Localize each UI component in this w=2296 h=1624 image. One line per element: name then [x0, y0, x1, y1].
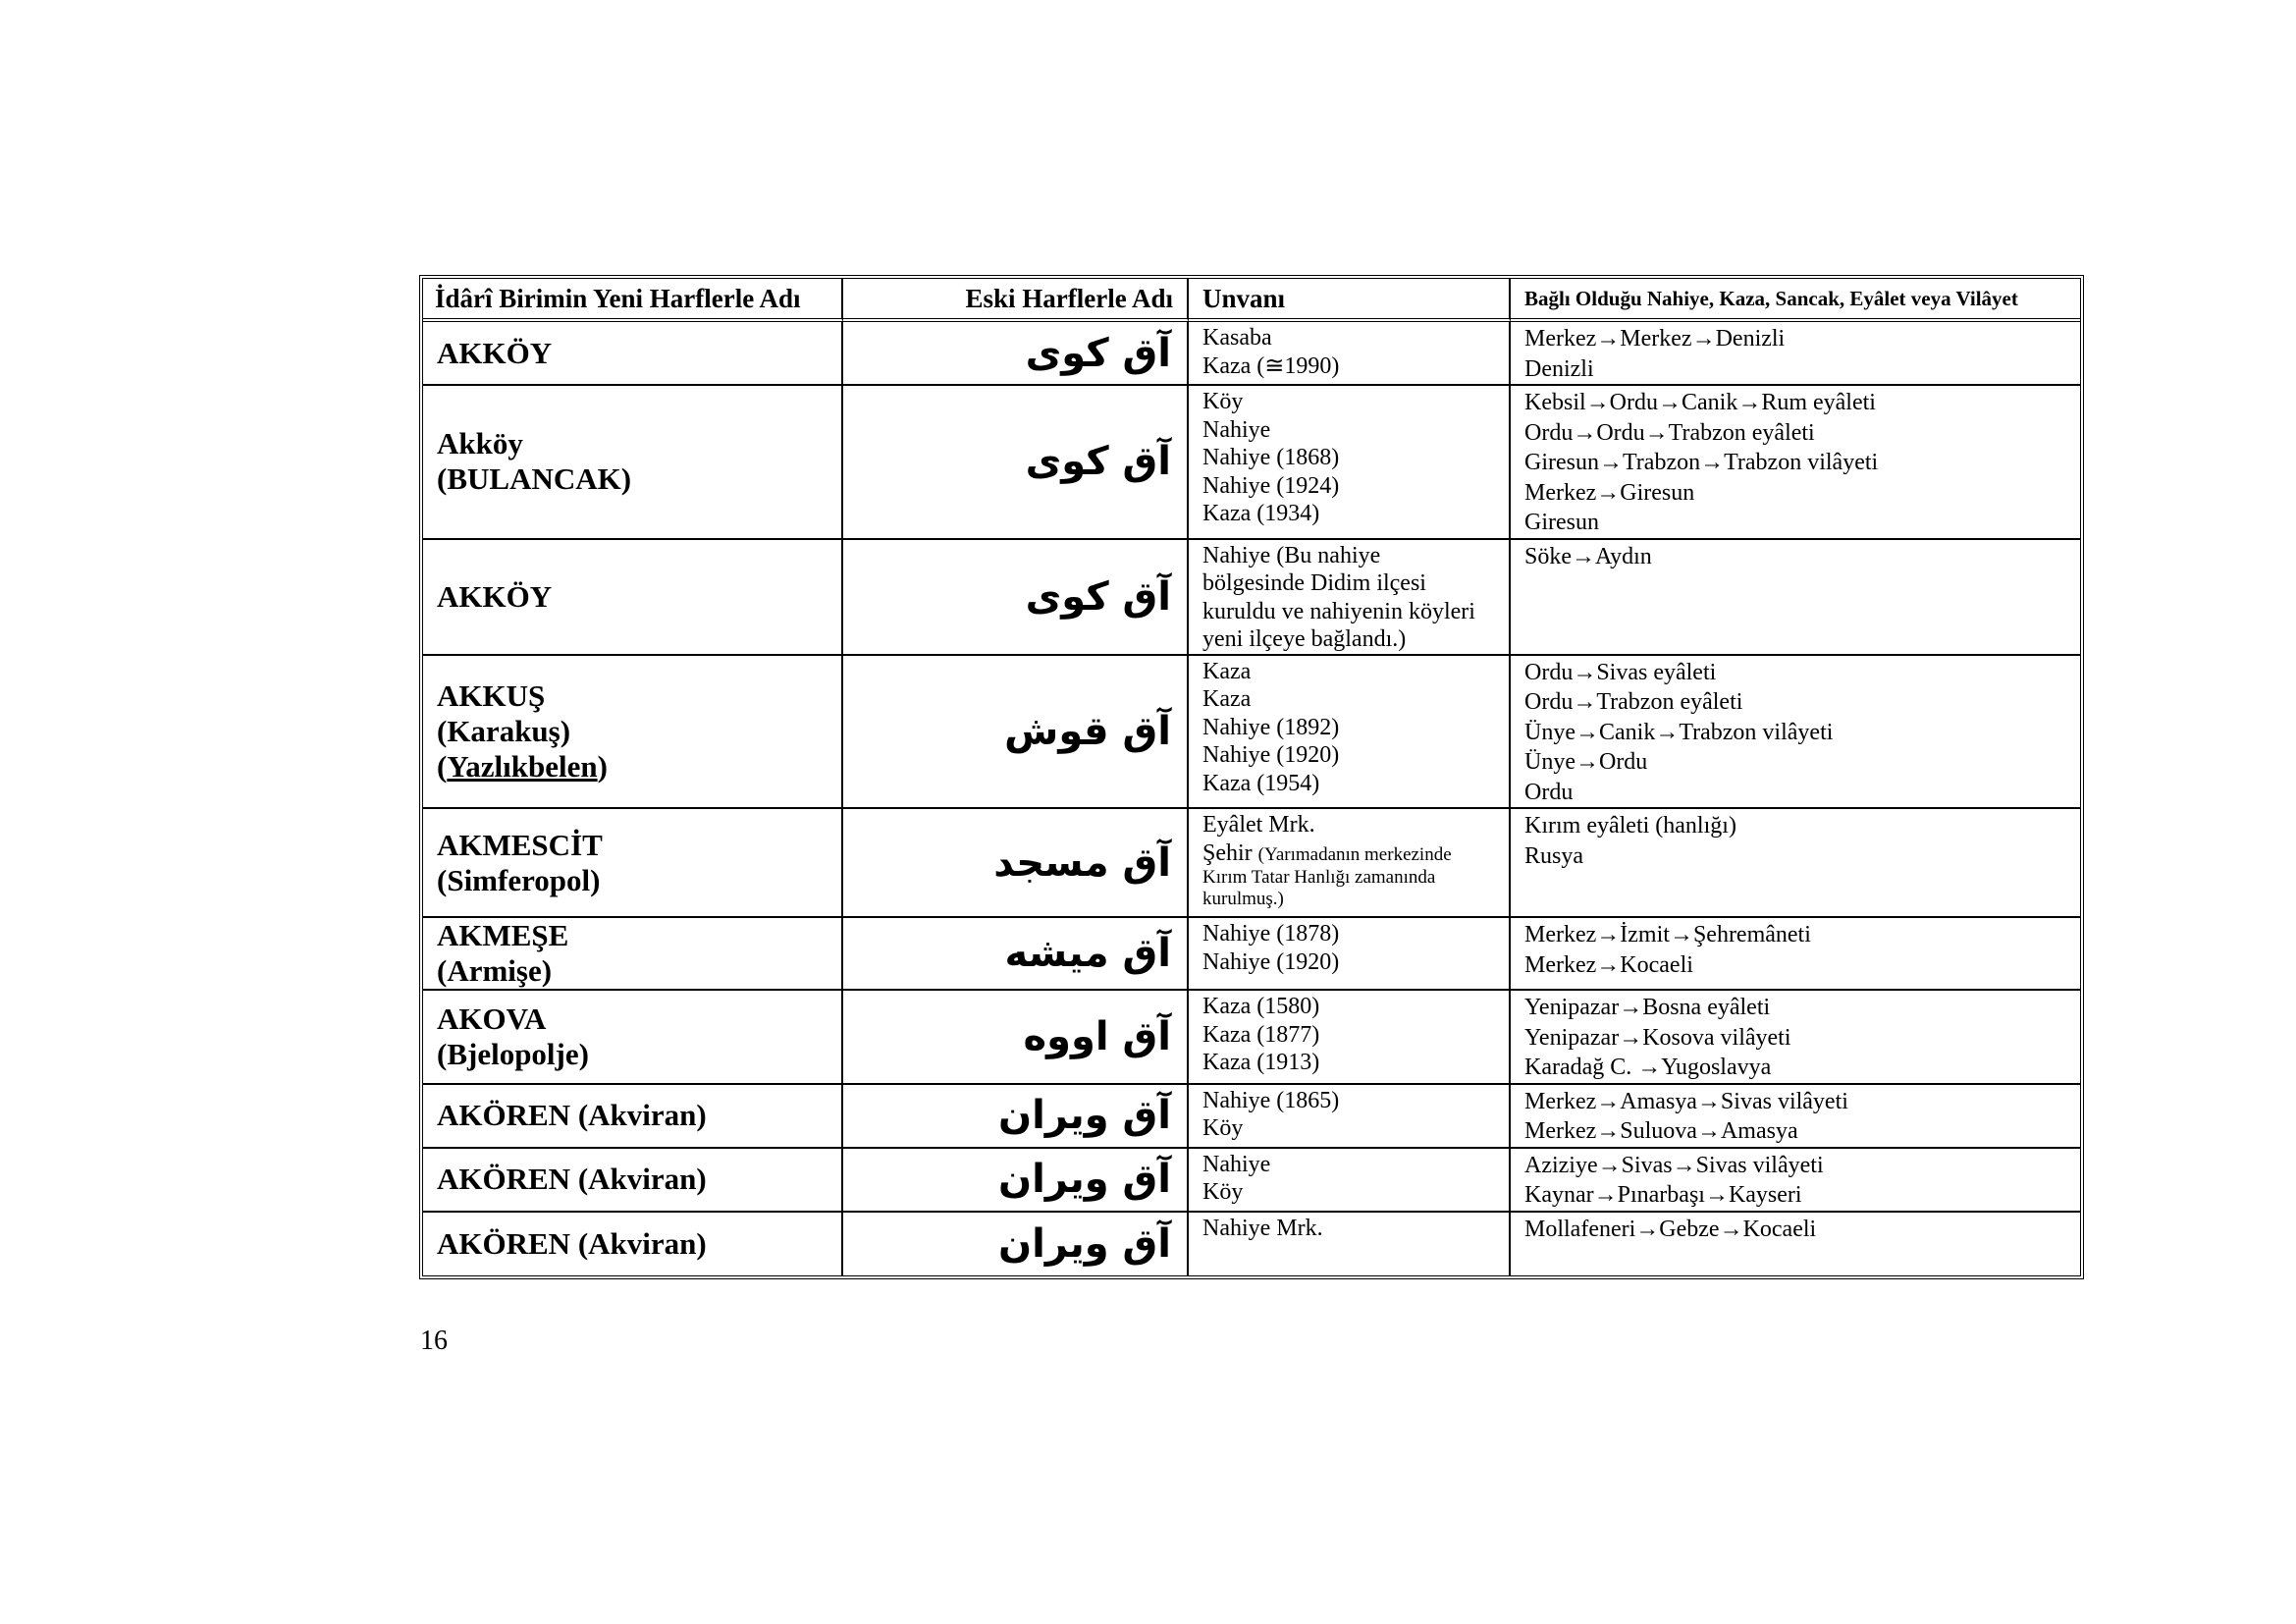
unit-title: Kaza Kaza Nahiye (1892) Nahiye (1920) Kaza (1954) — [1189, 656, 1511, 810]
ottoman-name: آق ويران — [843, 1085, 1189, 1149]
header-row — [423, 279, 2080, 322]
table-row — [423, 386, 2080, 540]
unit-affiliation: Aziziye→Sivas→Sivas vilâyeti Kaynar→Pınarbaşı→Kayseri — [1511, 1149, 2080, 1213]
unit-name: AKOVA (Bjelopolje) — [423, 991, 843, 1085]
unit-affiliation: Merkez→İzmit→Şehremâneti Merkez→Kocaeli — [1511, 918, 2080, 991]
ottoman-name: آق كوى — [843, 540, 1189, 656]
unit-name: AKKÖY — [423, 322, 843, 386]
table-row — [423, 1213, 2080, 1275]
ottoman-name: آق قوش — [843, 656, 1189, 810]
table-row — [423, 1085, 2080, 1149]
unit-title: Kaza (1580) Kaza (1877) Kaza (1913) — [1189, 991, 1511, 1085]
ottoman-name: آق مسجد — [843, 809, 1189, 918]
table-row — [423, 991, 2080, 1085]
unit-affiliation: Merkez→Amasya→Sivas vilâyeti Merkez→Suluova→Amasya — [1511, 1085, 2080, 1149]
unit-name: AKKUŞ (Karakuş) (Yazlıkbelen) — [423, 656, 843, 810]
unit-name: Akköy (BULANCAK) — [423, 386, 843, 540]
unit-title: Nahiye Mrk. — [1189, 1213, 1511, 1275]
header-title: Unvanı — [1189, 279, 1511, 322]
ottoman-name: آق ويران — [843, 1149, 1189, 1213]
unit-affiliation: Kırım eyâleti (hanlığı) Rusya — [1511, 809, 2080, 918]
ottoman-name: آق كوى — [843, 322, 1189, 386]
unit-name: AKMEŞE (Armişe) — [423, 918, 843, 991]
header-new-name: İdârî Birimin Yeni Harflerle Adı — [423, 279, 843, 322]
unit-affiliation: Söke→Aydın — [1511, 540, 2080, 656]
unit-name: AKÖREN (Akviran) — [423, 1213, 843, 1275]
table-row — [423, 322, 2080, 386]
header-old-name: Eski Harflerle Adı — [843, 279, 1189, 322]
gazetteer-table-container — [419, 275, 2076, 1279]
unit-affiliation: Yenipazar→Bosna eyâleti Yenipazar→Kosova vilâyeti Karadağ C. →Yugoslavya — [1511, 991, 2080, 1085]
gazetteer-table — [419, 275, 2084, 1279]
table-row — [423, 918, 2080, 991]
page-number: 16 — [420, 1326, 448, 1356]
unit-title: Nahiye (1878) Nahiye (1920) — [1189, 918, 1511, 991]
unit-name: AKKÖY — [423, 540, 843, 656]
unit-affiliation: Merkez→Merkez→Denizli Denizli — [1511, 322, 2080, 386]
unit-affiliation: Ordu→Sivas eyâleti Ordu→Trabzon eyâleti Ünye→Canik→Trabzon vilâyeti Ünye→Ordu Ordu — [1511, 656, 2080, 810]
header-affiliation: Bağlı Olduğu Nahiye, Kaza, Sancak, Eyâlet veya Vilâyet — [1511, 279, 2080, 322]
table-row — [423, 1149, 2080, 1213]
unit-affiliation: Kebsil→Ordu→Canik→Rum eyâleti Ordu→Ordu→Trabzon eyâleti Giresun→Trabzon→Trabzon vilâyeti Merkez→Giresun Giresun — [1511, 386, 2080, 540]
unit-title: Nahiye (Bu nahiye bölgesinde Didim ilçesi kuruldu ve nahiyenin köyleri yeni ilçeye bağlandı.) — [1189, 540, 1511, 656]
ottoman-name: آق ميشه — [843, 918, 1189, 991]
ottoman-name: آق كوى — [843, 386, 1189, 540]
ottoman-name: آق ويران — [843, 1213, 1189, 1275]
unit-name: AKÖREN (Akviran) — [423, 1085, 843, 1149]
unit-title: Eyâlet Mrk. Şehir (Yarımadanın merkezinde Kırım Tatar Hanlığı zamanında kurulmuş.) — [1189, 809, 1511, 918]
unit-title: Köy Nahiye Nahiye (1868) Nahiye (1924) Kaza (1934) — [1189, 386, 1511, 540]
unit-name: AKMESCİT (Simferopol) — [423, 809, 843, 918]
unit-title: Kasaba Kaza (≅1990) — [1189, 322, 1511, 386]
table-row — [423, 540, 2080, 656]
unit-affiliation: Mollafeneri→Gebze→Kocaeli — [1524, 1216, 1817, 1242]
unit-title: Nahiye (1865) Köy — [1189, 1085, 1511, 1149]
unit-name: AKÖREN (Akviran) — [423, 1149, 843, 1213]
table-row — [423, 656, 2080, 810]
ottoman-name: آق اووه — [843, 991, 1189, 1085]
table-row — [423, 809, 2080, 918]
unit-title: Nahiye Köy — [1189, 1149, 1511, 1213]
